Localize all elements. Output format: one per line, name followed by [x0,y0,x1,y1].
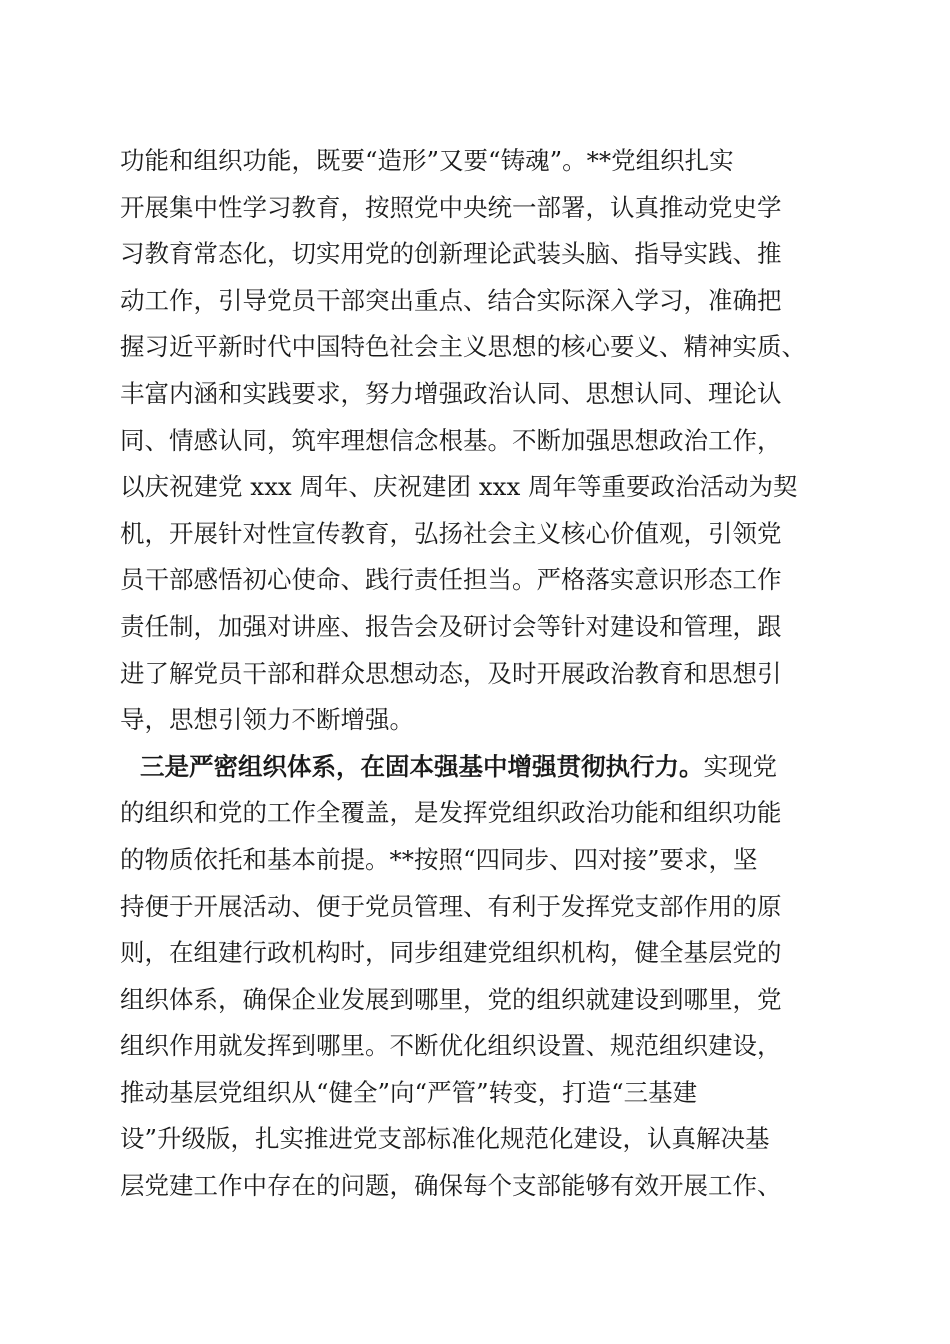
text-line: 层党建工作中存在的问题，确保每个支部能够有效开展工作、 [120,1171,782,1201]
paragraph-first-line [120,744,840,791]
text-line: 丰富内涵和实践要求，努力增强政治认同、思想认同、理论认 [120,378,782,408]
section-heading: 三是严密组织体系，在固本强基中增强贯彻执行力。 [140,751,704,781]
text-line: 进了解党员干部和群众思想动态，及时开展政治教育和思想引 [120,658,782,688]
text-line: 动工作，引导党员干部突出重点、结合实际深入学习，准确把 [120,285,782,315]
text-line: 组织体系，确保企业发展到哪里，党的组织就建设到哪里，党 [120,984,782,1014]
document-body [120,138,840,1210]
heading-continuation: 实现党 [703,751,777,781]
text-line: 持便于开展活动、便于党员管理、有利于发挥党支部作用的原 [120,891,782,921]
text-line: 推动基层党组织从“健全”向“严管”转变，打造“三基建 [120,1077,698,1107]
text-line: 组织作用就发挥到哪里。不断优化组织设置、规范组织建设， [120,1031,782,1061]
text-line: 则，在组建行政机构时，同步组建党组织机构，健全基层党的 [120,938,782,968]
text-line: 同、情感认同，筑牢理想信念根基。不断加强思想政治工作， [120,425,782,455]
paragraph-organization-system [120,744,840,1210]
text-line: 机，开展针对性宣传教育，弘扬社会主义核心价值观，引领党 [120,518,782,548]
text-line: 功能和组织功能，既要“造形”又要“铸魂”。**党组织扎实 [120,146,734,175]
paragraph-ideological-guidance [120,138,840,744]
text-line: 开展集中性学习教育，按照党中央统一部署，认真推动党史学 [120,192,782,222]
text-line: 的物质依托和基本前提。**按照“四同步、四对接”要求，坚 [120,844,758,874]
text-line: 以庆祝建党 xxx 周年、庆祝建团 xxx 周年等重要政治活动为契 [120,472,798,502]
text-line: 握习近平新时代中国特色社会主义思想的核心要义、精神实质、 [120,332,806,362]
text-line: 员干部感悟初心使命、践行责任担当。严格落实意识形态工作 [120,565,782,595]
text-line: 导，思想引领力不断增强。 [120,705,414,735]
text-line: 责任制，加强对讲座、报告会及研讨会等针对建设和管理，跟 [120,611,782,641]
text-line: 设”升级版，扎实推进党支部标准化规范化建设，认真解决基 [120,1124,770,1154]
text-line: 习教育常态化，切实用党的创新理论武装头脑、指导实践、推 [120,239,782,269]
text-line: 的组织和党的工作全覆盖，是发挥党组织政治功能和组织功能 [120,798,782,828]
